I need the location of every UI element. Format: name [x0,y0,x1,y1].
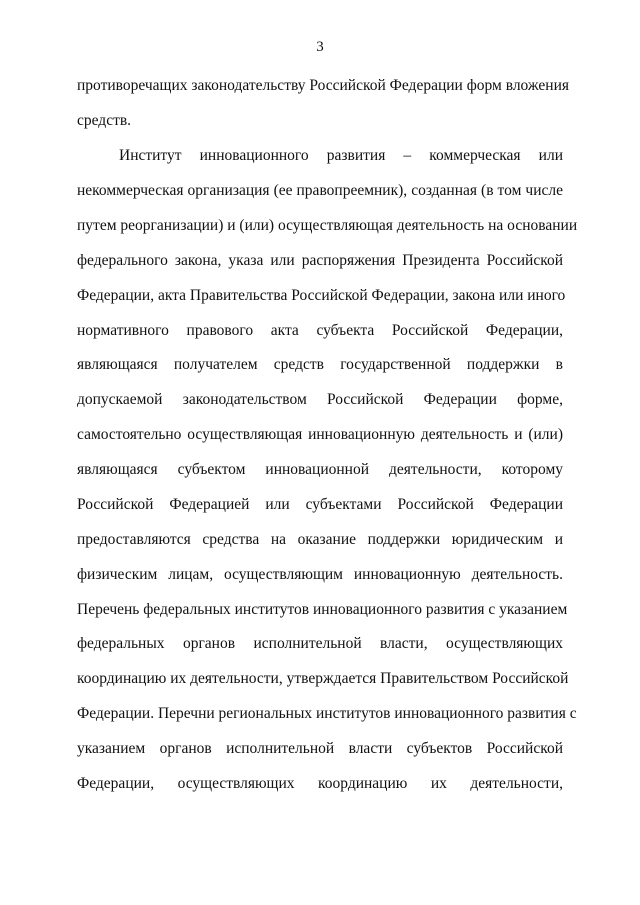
text-line-6: федерального закона, указа или распоряжения Президента Российской [77,252,563,269]
text-line-8: нормативного правового акта субъекта Российской Федерации, [77,322,563,339]
text-line-17: федеральных органов исполнительной власти, осуществляющих [77,635,563,652]
text-line-2: средств. [77,112,132,129]
text-line-21: Федерации, осуществляющих координацию их деятельности, [77,775,563,792]
text-line-12: являющаяся субъектом инновационной деятельности, которому [77,461,563,478]
text-line-18: координацию их деятельности, утверждается Правительством Российской [77,670,569,687]
text-line-14: предоставляются средства на оказание поддержки юридическим и [77,531,563,548]
text-line-4: некоммерческая организация (ее правопреемник), созданная (в том числе [77,182,563,199]
text-line-1: противоречащих законодательству Российской Федерации форм вложения [77,77,570,94]
text-line-3: Институт инновационного развития – коммерческая или [119,147,563,164]
text-line-20: указанием органов исполнительной власти субъектов Российской [77,740,563,757]
text-line-9: являющаяся получателем средств государственной поддержки в [77,356,563,373]
text-line-7: Федерации, акта Правительства Российской Федерации, закона или иного [77,287,566,304]
text-line-13: Российской Федерацией или субъектами Российской Федерации [77,496,563,513]
text-line-11: самостоятельно осуществляющая инновационную деятельность и (или) [77,426,563,443]
page-number: 3 [316,39,324,55]
text-line-5: путем реорганизации) и (или) осуществляющая деятельность на основании [77,217,578,234]
text-line-16: Перечень федеральных институтов инновационного развития с указанием [77,601,568,618]
text-line-10: допускаемой законодательством Российской Федерации форме, [77,391,563,408]
text-line-19: Федерации. Перечни региональных институтов инновационного развития с [77,705,577,722]
text-line-15: физическим лицам, осуществляющим инновационную деятельность. [77,566,563,583]
